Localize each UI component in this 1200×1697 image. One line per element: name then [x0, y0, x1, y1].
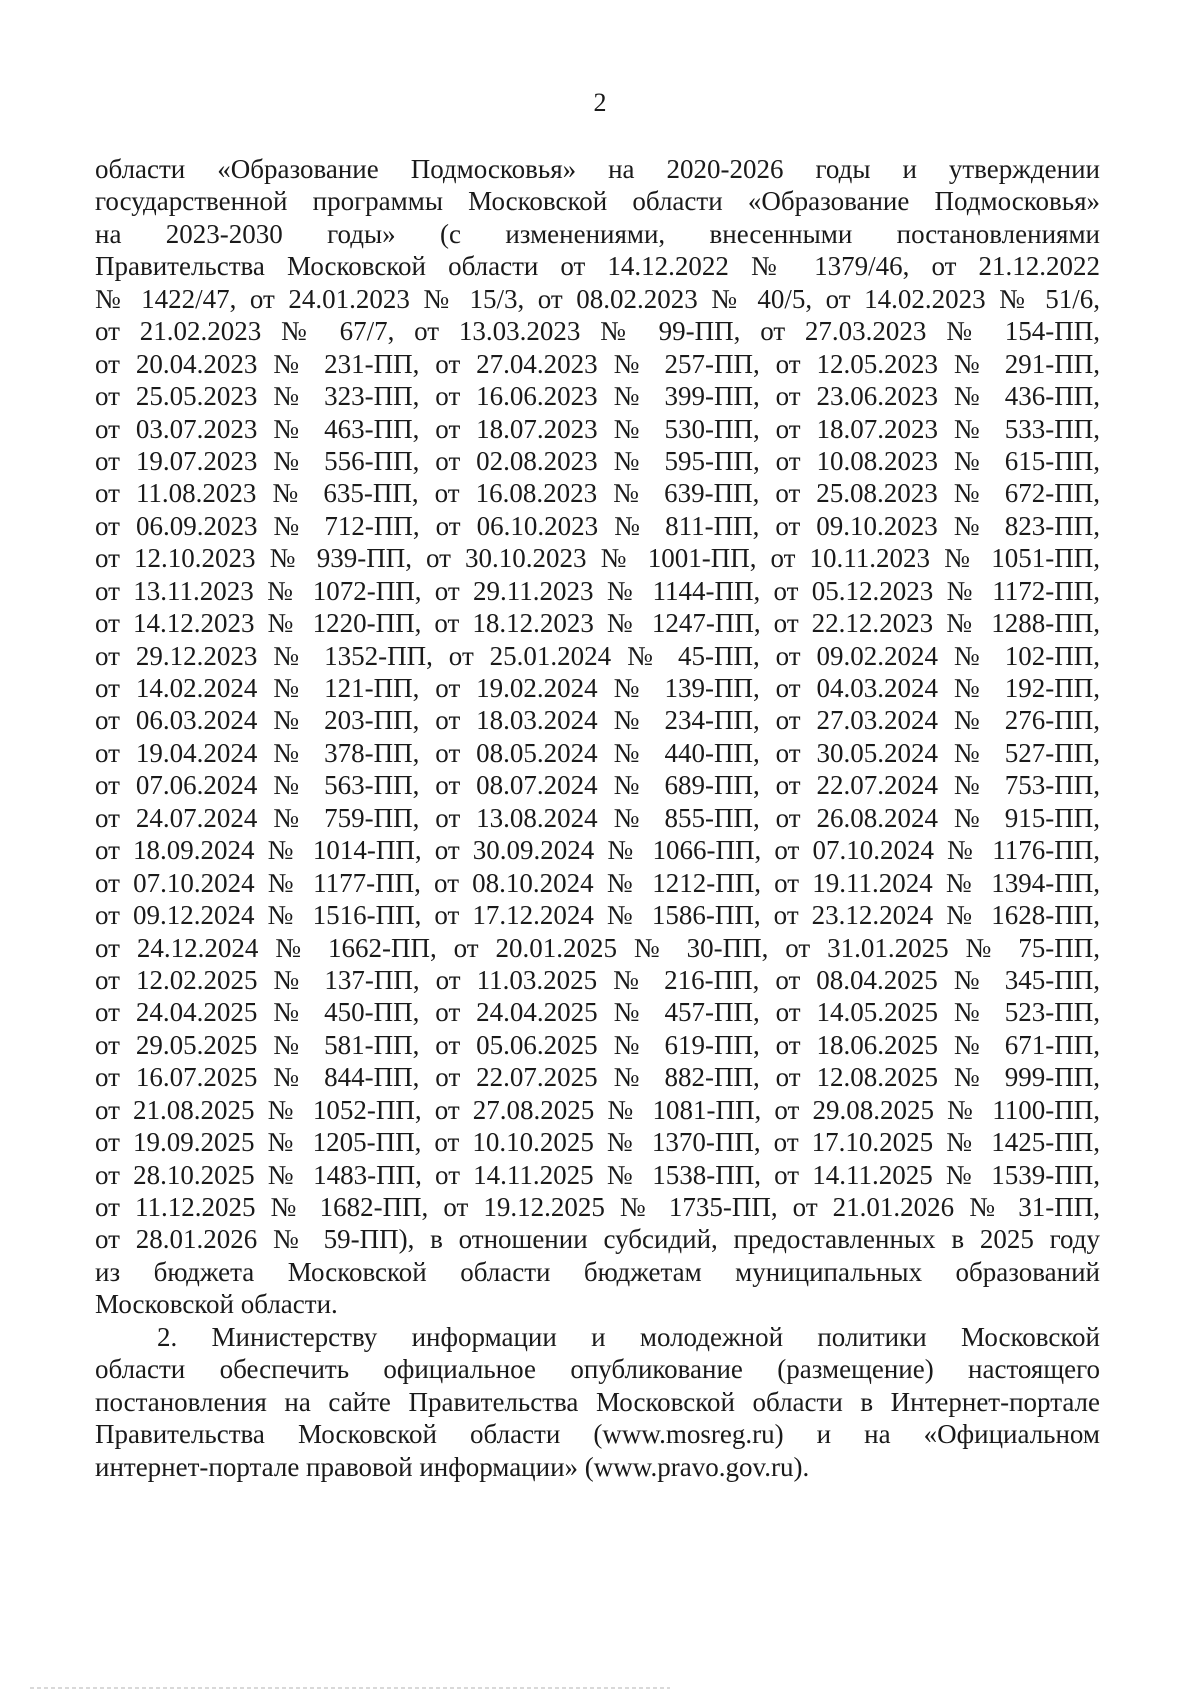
paragraph-publication — [95, 1321, 1100, 1483]
text-line: от 09.12.2024 № 1516-ПП, от 17.12.2024 № 1586-ПП, от 23.12.2024 № 1628-ПП, — [95, 900, 1100, 931]
text-line: от 25.05.2023 № 323-ПП, от 16.06.2023 № 399-ПП, от 23.06.2023 № 436-ПП, — [95, 381, 1100, 412]
text-line: от 21.08.2025 № 1052-ПП, от 27.08.2025 № 1081-ПП, от 29.08.2025 № 1100-ПП, — [95, 1094, 1100, 1125]
document-body — [95, 153, 1100, 1483]
text-line: Московской области. — [95, 1289, 338, 1320]
page-number: 2 — [593, 88, 607, 117]
text-line: из бюджета Московской области бюджетам муниципальных образований — [95, 1256, 1100, 1287]
text-line: от 28.10.2025 № 1483-ПП, от 14.11.2025 № 1538-ПП, от 14.11.2025 № 1539-ПП, — [95, 1159, 1100, 1190]
text-line: от 16.07.2025 № 844-ПП, от 22.07.2025 № 882-ПП, от 12.08.2025 № 999-ПП, — [95, 1062, 1100, 1093]
text-line: от 13.11.2023 № 1072-ПП, от 29.11.2023 № 1144-ПП, от 05.12.2023 № 1172-ПП, — [95, 575, 1100, 606]
text-line: от 24.07.2024 № 759-ПП, от 13.08.2024 № 855-ПП, от 26.08.2024 № 915-ПП, — [95, 802, 1100, 833]
text-line: от 29.05.2025 № 581-ПП, от 05.06.2025 № 619-ПП, от 18.06.2025 № 671-ПП, — [95, 1029, 1100, 1060]
text-line: от 20.04.2023 № 231-ПП, от 27.04.2023 № 257-ПП, от 12.05.2023 № 291-ПП, — [95, 348, 1100, 379]
text-line: от 29.12.2023 № 1352-ПП, от 25.01.2024 № 45-ПП, от 09.02.2024 № 102-ПП, — [95, 640, 1100, 671]
text-line: от 14.12.2023 № 1220-ПП, от 18.12.2023 № 1247-ПП, от 22.12.2023 № 1288-ПП, — [95, 608, 1100, 639]
text-line: от 12.10.2023 № 939-ПП, от 30.10.2023 № 1001-ПП, от 10.11.2023 № 1051-ПП, — [95, 543, 1100, 574]
text-line: от 19.09.2025 № 1205-ПП, от 10.10.2025 № 1370-ПП, от 17.10.2025 № 1425-ПП, — [95, 1127, 1100, 1158]
text-line: области «Образование Подмосковья» на 2020-2026 годы и утверждении — [95, 154, 1100, 184]
text-line: № 1422/47, от 24.01.2023 № 15/3, от 08.02.2023 № 40/5, от 14.02.2023 № 51/6, — [95, 283, 1100, 314]
text-line: от 21.02.2023 № 67/7, от 13.03.2023 № 99-ПП, от 27.03.2023 № 154-ПП, — [95, 316, 1100, 347]
text-line: от 07.10.2024 № 1177-ПП, от 08.10.2024 № 1212-ПП, от 19.11.2024 № 1394-ПП, — [95, 867, 1100, 898]
text-line: от 03.07.2023 № 463-ПП, от 18.07.2023 № 530-ПП, от 18.07.2023 № 533-ПП, — [95, 413, 1100, 444]
scan-artifact-line — [30, 1687, 670, 1689]
text-line: от 11.08.2023 № 635-ПП, от 16.08.2023 № 639-ПП, от 25.08.2023 № 672-ПП, — [95, 478, 1100, 509]
text-line: государственной программы Московской области «Образование Подмосковья» — [95, 186, 1100, 217]
text-line: 2. Министерству информации и молодежной политики Московской — [157, 1321, 1100, 1352]
paragraph-amendments — [95, 153, 1100, 1321]
text-line: на 2023-2030 годы» (с изменениями, внесенными постановлениями — [95, 218, 1100, 249]
text-line: от 07.06.2024 № 563-ПП, от 08.07.2024 № 689-ПП, от 22.07.2024 № 753-ПП, — [95, 770, 1100, 801]
text-line: от 24.04.2025 № 450-ПП, от 24.04.2025 № 457-ПП, от 14.05.2025 № 523-ПП, — [95, 997, 1100, 1028]
text-line: постановления на сайте Правительства Московской области в Интернет-портале — [95, 1386, 1100, 1417]
text-line: от 19.04.2024 № 378-ПП, от 08.05.2024 № 440-ПП, от 30.05.2024 № 527-ПП, — [95, 737, 1100, 768]
text-line: области обеспечить официальное опубликование (размещение) настоящего — [95, 1354, 1100, 1385]
text-line: Правительства Московской области (www.mosreg.ru) и на «Официальном — [95, 1419, 1100, 1450]
text-line: Правительства Московской области от 14.12.2022 № 1379/46, от 21.12.2022 — [95, 251, 1100, 282]
text-line: от 28.01.2026 № 59-ПП), в отношении субсидий, предоставленных в 2025 году — [95, 1224, 1100, 1255]
text-line: от 06.03.2024 № 203-ПП, от 18.03.2024 № 234-ПП, от 27.03.2024 № 276-ПП, — [95, 705, 1100, 736]
text-line: от 24.12.2024 № 1662-ПП, от 20.01.2025 № 30-ПП, от 31.01.2025 № 75-ПП, — [95, 932, 1100, 963]
text-line: от 06.09.2023 № 712-ПП, от 06.10.2023 № 811-ПП, от 09.10.2023 № 823-ПП, — [95, 510, 1100, 541]
text-line: от 12.02.2025 № 137-ПП, от 11.03.2025 № 216-ПП, от 08.04.2025 № 345-ПП, — [95, 964, 1100, 995]
text-line: от 14.02.2024 № 121-ПП, от 19.02.2024 № 139-ПП, от 04.03.2024 № 192-ПП, — [95, 673, 1100, 703]
text-line: от 18.09.2024 № 1014-ПП, от 30.09.2024 № 1066-ПП, от 07.10.2024 № 1176-ПП, — [95, 835, 1100, 866]
text-line: интернет-портале правовой информации» (www.pravo.gov.ru). — [95, 1451, 810, 1482]
text-line: от 19.07.2023 № 556-ПП, от 02.08.2023 № 595-ПП, от 10.08.2023 № 615-ПП, — [95, 445, 1100, 476]
text-line: от 11.12.2025 № 1682-ПП, от 19.12.2025 № 1735-ПП, от 21.01.2026 № 31-ПП, — [95, 1192, 1100, 1222]
